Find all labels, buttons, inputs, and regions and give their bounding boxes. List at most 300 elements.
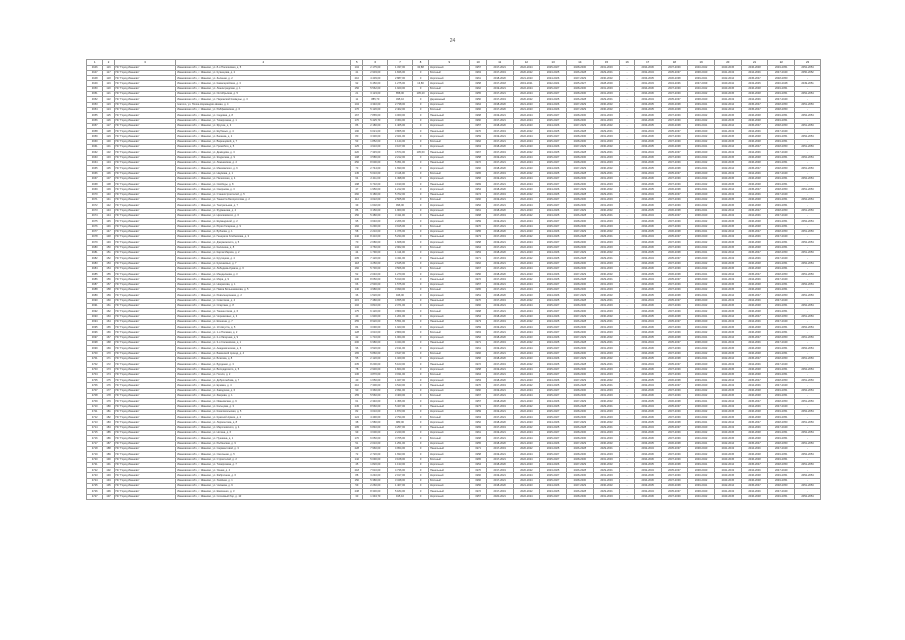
table-cell: Ивановская обл., г. Иваново, ул. Академическая, д. 6 [176, 346, 351, 351]
table-cell: 1961 [470, 431, 486, 436]
table-cell: 6 450,00 [363, 81, 388, 86]
table-cell: 2045-2047 [741, 314, 768, 319]
table-cell: 2035-2037 [661, 404, 688, 409]
table-cell: 7 300,00 [363, 383, 388, 388]
table-cell: 2052-2054 [795, 92, 821, 97]
table-cell: 2024-2026 [540, 293, 567, 298]
table-cell: 1 690,00 [388, 166, 413, 171]
table-cell: 2 010,00 [363, 441, 388, 446]
table-cell: 2025-2027 [540, 330, 567, 335]
table-cell: Ивановская обл., г. Иваново, ул. Ногина, д. 6 [176, 431, 351, 436]
table-cell: 7 610,00 [363, 468, 388, 473]
table-cell: 2036-2038 [661, 107, 688, 112]
table-cell: 2017-2021 [486, 160, 513, 165]
table-cell: 4724 [87, 478, 103, 483]
table-cell: - [620, 367, 634, 372]
table-cell: ПК "Город Иваново" [114, 76, 176, 81]
table-cell: 80 [351, 134, 363, 139]
table-cell: 2048-2050 [768, 272, 795, 277]
table-cell: 0 [412, 86, 428, 91]
table-cell: 2043-2045 [741, 81, 768, 86]
table-cell: 2028-2030 [566, 394, 593, 399]
table-cell: 2036-2038 [661, 187, 688, 192]
table-cell: - [620, 298, 634, 303]
table-cell: 2 738,00 [388, 102, 413, 107]
table-cell: 2045-2047 [741, 166, 768, 171]
table-cell: 2025-2027 [540, 351, 567, 356]
table-cell: 2040-2042 [688, 452, 715, 457]
table-cell: 2021-2023 [513, 293, 540, 298]
table-cell: Кирпичный [429, 484, 470, 489]
table-cell: 2025-2027 [540, 203, 567, 208]
table-cell: - [620, 404, 634, 409]
table-cell: 2027-2029 [566, 441, 593, 446]
table-cell: 2036-2038 [661, 293, 688, 298]
table-cell: 2038-2040 [688, 150, 715, 155]
table-cell: 1970 [470, 468, 486, 473]
table-cell: 255 [351, 319, 363, 324]
table-cell: 170 [103, 351, 114, 356]
table-cell: 0 [412, 452, 428, 457]
table-cell: 2034-2036 [634, 182, 661, 187]
table-cell: 2034-2036 [634, 288, 661, 293]
table-cell: 2047-2049 [768, 319, 795, 324]
table-cell: 2037-2039 [661, 494, 688, 499]
table-cell: - [795, 425, 821, 430]
table-cell: 2028-2030 [566, 92, 593, 97]
table-cell: 169 [103, 346, 114, 351]
table-cell: 2022-2024 [513, 388, 540, 393]
table-cell: 2021-2023 [513, 145, 540, 150]
table-cell: 1 650,00 [363, 378, 388, 383]
header-cell: 6 [363, 60, 388, 66]
table-cell: 2026-2028 [566, 256, 593, 261]
table-cell: 3 600,00 [363, 431, 388, 436]
table-cell: ПК "Город Иваново" [114, 208, 176, 213]
table-cell: ПК "Город Иваново" [114, 356, 176, 361]
table-cell: 2 794,00 [388, 415, 413, 420]
table-cell: Блочный [429, 198, 470, 203]
table-cell: 1954 [470, 187, 486, 192]
table-cell: 1964 [470, 102, 486, 107]
table-cell: 2045-2047 [741, 102, 768, 107]
table-cell: 2042-2044 [714, 272, 741, 277]
table-cell: 4 736,00 [388, 468, 413, 473]
table-cell: 2037-2039 [661, 367, 688, 372]
table-cell: 72 [351, 452, 363, 457]
table-cell: 167 [103, 335, 114, 340]
table-cell: 2049-2051 [768, 409, 795, 414]
table-cell: 4 980,00 [363, 288, 388, 293]
table-cell: 2035-2037 [661, 319, 688, 324]
table-cell: 2052-2054 [795, 494, 821, 499]
table-cell: 4675 [87, 219, 103, 224]
table-cell: 3 010,00 [363, 409, 388, 414]
table-cell: 2024-2026 [540, 356, 567, 361]
table-cell: 4653 [87, 102, 103, 107]
table-cell: 170 [351, 436, 363, 441]
table-cell: ПК "Город Иваново" [114, 484, 176, 489]
table-cell: 2036-2038 [661, 314, 688, 319]
table-cell: 4649 [87, 81, 103, 86]
table-cell: Блочный [429, 309, 470, 314]
table-cell: 0 [412, 441, 428, 446]
table-cell: 2051-2053 [795, 123, 821, 128]
table-cell: 1 820,00 [363, 462, 388, 467]
table-cell: 2032-2034 [634, 256, 661, 261]
table-cell: 129 [103, 134, 114, 139]
table-cell: 2031-2033 [593, 409, 620, 414]
table-cell: 2039-2041 [688, 102, 715, 107]
table-cell: 2 930,00 [363, 367, 388, 372]
table-cell: ПК "Город Иваново" [114, 134, 176, 139]
table-cell: 4710 [87, 404, 103, 409]
table-cell: 2042-2044 [714, 462, 741, 467]
table-cell: 2043-2045 [714, 436, 741, 441]
table-cell: 66 [351, 282, 363, 287]
table-cell: - [620, 282, 634, 287]
table-cell: 2046-2048 [741, 92, 768, 97]
table-cell: 198 [351, 182, 363, 187]
table-cell: 1968 [470, 309, 486, 314]
table-cell: Ивановская обл., г. Иваново, ул. Октябрьская, д. 5 [176, 92, 351, 97]
table-cell: 260 [351, 192, 363, 197]
table-cell: 192 [103, 468, 114, 473]
table-cell: 4701 [87, 356, 103, 361]
table-cell: 73 [351, 166, 363, 171]
table-cell: 2046-2048 [741, 473, 768, 478]
table-cell: 2033-2035 [634, 356, 661, 361]
table-cell: ПК "Город Иваново" [114, 92, 176, 97]
table-cell: 1959 [470, 219, 486, 224]
table-cell: 2037-2039 [661, 261, 688, 266]
table-cell: 2048-2050 [768, 187, 795, 192]
table-cell: 495,10 [388, 97, 413, 102]
table-cell: 163 [103, 314, 114, 319]
table-cell: Панельный [429, 383, 470, 388]
table-cell: Ивановская обл., г. Иваново, ул. Багаева, д. 2 [176, 134, 351, 139]
table-cell: 2046-2048 [741, 436, 768, 441]
table-cell: 3 107,00 [388, 145, 413, 150]
table-cell: 2027-2029 [566, 187, 593, 192]
table-cell: 2044-2046 [741, 277, 768, 282]
table-cell: 2043-2045 [714, 478, 741, 483]
table-cell: 2044-2046 [741, 129, 768, 134]
table-cell: 2039-2041 [688, 378, 715, 383]
table-cell: 4 340,00 [363, 102, 388, 107]
table-cell: 2049-2051 [768, 388, 795, 393]
table-cell: 2017-2019 [486, 213, 513, 218]
table-cell: 2022-2024 [513, 367, 540, 372]
table-cell: Панельный [429, 277, 470, 282]
table-cell: 150 [351, 213, 363, 218]
table-cell: 2034-2036 [634, 139, 661, 144]
table-cell: 2028-2030 [566, 203, 593, 208]
table-cell: Ивановская обл., г. Иваново, ул. Бурденко, д. 3 [176, 362, 351, 367]
table-cell: 2041-2043 [714, 468, 741, 473]
table-cell: 1 144,00 [388, 139, 413, 144]
table-cell: - [620, 261, 634, 266]
table-cell: 1969 [470, 182, 486, 187]
table-cell: 2029-2031 [593, 192, 620, 197]
table-cell: 143 [103, 208, 114, 213]
table-cell: 2027-2029 [566, 208, 593, 213]
table-cell: Ивановская обл., г. Иваново, ул. Смольная, д. 5 [176, 452, 351, 457]
table-cell: ПК "Город Иваново" [114, 166, 176, 171]
table-cell: 2031-2033 [593, 394, 620, 399]
table-cell: 185 [103, 431, 114, 436]
table-cell: 8 920,00 [363, 319, 388, 324]
table-cell: 2027-2029 [566, 166, 593, 171]
table-cell: 2043-2045 [714, 219, 741, 224]
header-cell: 5 [351, 60, 363, 66]
table-cell: 64 [351, 176, 363, 181]
table-cell: Ивановская обл., г. Иваново, ул. Сарментовой, д. 3 [176, 446, 351, 451]
table-cell: 2025-2027 [540, 92, 567, 97]
table-cell: - [620, 107, 634, 112]
table-cell: - [795, 404, 821, 409]
table-cell: 2052-2054 [795, 473, 821, 478]
table-cell: 2042-2044 [714, 107, 741, 112]
table-cell: 21 [351, 92, 363, 97]
table-cell: - [620, 102, 634, 107]
table-cell: 2052-2054 [795, 176, 821, 181]
table-cell: 3 168,00 [388, 457, 413, 462]
table-cell: 2030-2032 [593, 107, 620, 112]
table-cell: - [620, 346, 634, 351]
table-cell: 5 327,00 [388, 404, 413, 409]
table-cell: 2045-2047 [741, 250, 768, 255]
table-cell: 3 330,00 [363, 134, 388, 139]
table-cell: 2038-2040 [688, 70, 715, 75]
table-cell: 2028-2030 [566, 288, 593, 293]
table-cell: 2044-2046 [741, 362, 768, 367]
table-cell: 3 520,00 [363, 346, 388, 351]
table-cell: 2052-2054 [795, 198, 821, 203]
table-cell: 0 [412, 319, 428, 324]
table-cell: 2034-2036 [634, 346, 661, 351]
table-cell: 2022-2024 [513, 431, 540, 436]
table-cell: 2046-2048 [741, 431, 768, 436]
table-cell: 5 480,00 [363, 213, 388, 218]
table-cell: 0 [412, 335, 428, 340]
table-cell: 165 [351, 351, 363, 356]
table-cell: 2047-2049 [768, 404, 795, 409]
table-cell: 2043-2045 [714, 134, 741, 139]
table-cell: Ивановская обл., г. Иваново, ул. Бубнова, д. 1 [176, 229, 351, 234]
table-cell: 2039-2041 [688, 166, 715, 171]
table-cell: 0 [412, 76, 428, 81]
table-cell: ПК "Город Иваново" [114, 446, 176, 451]
table-cell: 2040-2042 [688, 436, 715, 441]
table-cell: 142 [351, 457, 363, 462]
table-cell: 2025-2027 [540, 65, 567, 70]
table-cell: 59 [351, 484, 363, 489]
table-cell: 2040-2042 [688, 155, 715, 160]
table-cell: 2033-2035 [634, 208, 661, 213]
table-cell: 7 120,00 [363, 256, 388, 261]
table-cell: 2037-2039 [661, 240, 688, 245]
table-cell: 2048-2050 [768, 293, 795, 298]
table-cell: ПК "Город Иваново" [114, 282, 176, 287]
table-cell: 2018-2020 [486, 123, 513, 128]
table-cell: 2034-2036 [634, 203, 661, 208]
table-cell: 2030-2032 [593, 378, 620, 383]
table-cell: 2034-2036 [634, 325, 661, 330]
table-cell: ПК "Город Иваново" [114, 266, 176, 271]
table-cell: 2039-2041 [688, 314, 715, 319]
table-cell: 1 337,00 [388, 65, 413, 70]
table-cell: 0 [412, 97, 428, 102]
table-cell: 2021-2023 [513, 420, 540, 425]
table-cell: 1973 [470, 404, 486, 409]
table-cell: 2047-2049 [768, 235, 795, 240]
table-cell: 2043-2045 [714, 351, 741, 356]
table-cell: 2017-2021 [486, 436, 513, 441]
table-cell: 0 [412, 383, 428, 388]
table-cell: 1968 [470, 113, 486, 118]
table-cell: 2045-2047 [741, 293, 768, 298]
table-cell: 2 120,00 [363, 356, 388, 361]
table-cell: Кирпичный [429, 203, 470, 208]
table-cell: 0 [412, 303, 428, 308]
table-cell: 2043-2045 [714, 473, 741, 478]
table-cell: 2045-2047 [741, 441, 768, 446]
table-cell: 2042-2044 [714, 441, 741, 446]
table-cell: 2040-2042 [688, 245, 715, 250]
table-cell: 2 903,00 [363, 70, 388, 75]
table-cell: 230 [351, 277, 363, 282]
table-cell: Кирпичный [429, 166, 470, 171]
table-cell: Панельный [429, 446, 470, 451]
table-cell: 2027-2029 [566, 420, 593, 425]
table-cell: 170 [351, 118, 363, 123]
table-cell: 240 [351, 235, 363, 240]
table-cell: 2052-2054 [795, 261, 821, 266]
table-cell: 2048-2050 [768, 229, 795, 234]
table-cell: 2034-2036 [634, 473, 661, 478]
table-cell: 2028-2030 [566, 224, 593, 229]
table-cell: 2046-2048 [741, 160, 768, 165]
table-cell: 2046-2048 [741, 113, 768, 118]
table-cell: 2049-2051 [768, 282, 795, 287]
table-cell: 4647 [87, 70, 103, 75]
table-cell: 186 [103, 436, 114, 441]
table-cell: 2049-2051 [768, 473, 795, 478]
table-cell: 0 [412, 219, 428, 224]
table-cell: 4721 [87, 462, 103, 467]
table-cell: 154 [103, 266, 114, 271]
table-cell: 38 [351, 420, 363, 425]
table-cell: 2038-2040 [688, 97, 715, 102]
table-cell: - [795, 224, 821, 229]
table-cell: Ивановская обл., г. Иваново, ул. Тимирязева, д. 1 [176, 118, 351, 123]
table-cell: 1 960,00 [388, 208, 413, 213]
header-cell: 18 [661, 60, 688, 66]
table-cell: 2029-2031 [593, 150, 620, 155]
table-cell: 1 852,00 [363, 139, 388, 144]
table-cell: 2026-2028 [566, 404, 593, 409]
table-cell: 4688 [87, 288, 103, 293]
table-cell: 4690 [87, 298, 103, 303]
table-cell: 2037-2039 [661, 372, 688, 377]
table-cell: 2027-2029 [566, 293, 593, 298]
table-cell: 2049-2051 [768, 261, 795, 266]
table-cell: - [795, 266, 821, 271]
table-cell: 2018-2020 [486, 314, 513, 319]
table-cell: 2034-2036 [634, 198, 661, 203]
table-cell: 5 351,00 [388, 160, 413, 165]
table-cell: 2049-2051 [768, 160, 795, 165]
table-cell: 2031-2033 [593, 219, 620, 224]
table-cell: 2034-2036 [634, 494, 661, 499]
table-cell: 2037-2039 [661, 134, 688, 139]
table-cell: 2047-2049 [768, 256, 795, 261]
table-cell: Ивановская обл., г. Иваново, ул. Зверева, д. 1 [176, 394, 351, 399]
table-cell: 58 [351, 229, 363, 234]
table-cell: 2029-2031 [593, 256, 620, 261]
table-cell: ПК "Город Иваново" [114, 203, 176, 208]
table-cell: 2017-2021 [486, 118, 513, 123]
table-cell: 161 [103, 303, 114, 308]
table-cell: 2049-2051 [768, 245, 795, 250]
table-cell: 2046-2048 [741, 372, 768, 377]
table-cell: Ивановская обл., г. Иваново, ул. Ивановская, д. 9 [176, 399, 351, 404]
table-cell: 2046-2048 [741, 478, 768, 483]
table-cell: 2045-2047 [741, 335, 768, 340]
table-cell: 2024-2026 [540, 145, 567, 150]
table-cell: 2017-2019 [486, 235, 513, 240]
table-cell: ПК "Город Иваново" [114, 399, 176, 404]
table-cell: 2037-2039 [661, 176, 688, 181]
table-cell: 2039-2041 [688, 107, 715, 112]
table-cell: 6 021,00 [363, 129, 388, 134]
table-cell: - [795, 319, 821, 324]
table-cell: 2048-2050 [768, 123, 795, 128]
table-cell: 2047-2049 [768, 129, 795, 134]
table-cell: 2044-2046 [741, 425, 768, 430]
table-cell: 4719 [87, 452, 103, 457]
table-cell: 2020-2021 [486, 494, 513, 499]
table-cell: 3 116,00 [388, 171, 413, 176]
table-cell: ПК "Город Иваново" [114, 319, 176, 324]
table-cell: Кирпичный [429, 399, 470, 404]
table-cell: 2019-2021 [486, 409, 513, 414]
table-cell: 2041-2043 [714, 298, 741, 303]
table-cell: - [795, 97, 821, 102]
table-cell: 1970 [470, 298, 486, 303]
table-cell: - [795, 277, 821, 282]
table-cell: 2025-2027 [540, 118, 567, 123]
table-cell: 52 [351, 272, 363, 277]
table-cell: 2037-2039 [661, 330, 688, 335]
table-cell: 2031-2033 [593, 330, 620, 335]
table-cell: 2021-2023 [513, 441, 540, 446]
table-cell: 2030-2032 [593, 187, 620, 192]
table-cell: 2038-2040 [688, 235, 715, 240]
table-cell: 1 824,00 [388, 367, 413, 372]
table-cell: 2022-2024 [513, 309, 540, 314]
table-cell: 4663 [87, 155, 103, 160]
table-cell: Панельный [429, 404, 470, 409]
table-cell: 2051-2053 [795, 229, 821, 234]
table-cell: 2044-2046 [741, 489, 768, 494]
table-cell: 2051-2053 [795, 145, 821, 150]
table-cell: 0 [412, 473, 428, 478]
table-cell: 2 175,00 [363, 65, 388, 70]
table-cell: - [620, 335, 634, 340]
table-cell: 2048-2050 [768, 107, 795, 112]
